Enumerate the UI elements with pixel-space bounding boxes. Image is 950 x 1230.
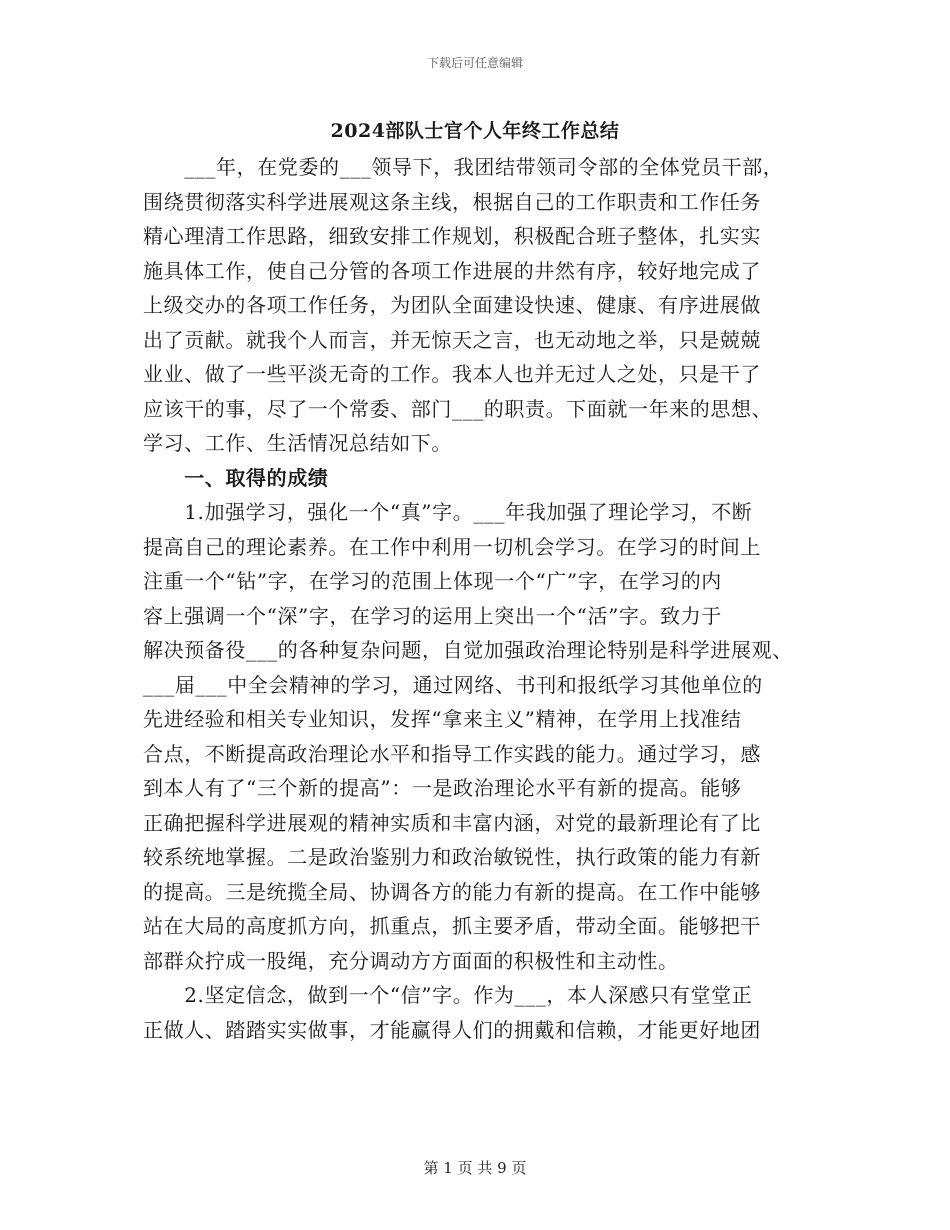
body-line: 部群众拧成一股绳，充分调动方方面面的积极性和主动性。	[143, 948, 679, 973]
section-heading: 一、取得的成绩	[143, 465, 329, 490]
body-line: 容上强调一个“深”字，在学习的运用上突出一个“活”字。致力于	[143, 603, 722, 628]
body-line: 施具体工作，使自己分管的各项工作进展的井然有序，较好地完成了	[143, 258, 761, 283]
page-number: 第 1 页 共 9 页	[423, 1159, 527, 1177]
document-title: 2024部队士官个人年终工作总结	[330, 120, 620, 142]
body-line: 应该干的事，尽了一个常委、部门___的职责。下面就一年来的思想、	[143, 396, 773, 421]
body-line: 合点，不断提高政治理论水平和指导工作实践的能力。通过学习，感	[143, 741, 761, 766]
document-body	[143, 150, 833, 1047]
body-line: 上级交办的各项工作任务，为团队全面建设快速、健康、有序进展做	[143, 293, 761, 317]
body-line: 学习、工作、生活情况总结如下。	[143, 431, 452, 455]
body-line: 的提高。三是统揽全局、协调各方的能力有新的提高。在工作中能够	[143, 879, 761, 904]
body-line: 业业、做了一些平淡无奇的工作。我本人也并无过人之处，只是干了	[143, 362, 761, 386]
body-line: 正确把握科学进展观的精神实质和丰富内涵，对党的最新理论有了比	[143, 810, 761, 835]
body-line: 1.加强学习，强化一个“真”字。___年我加强了理论学习，不断	[143, 500, 753, 524]
body-line: 围绕贯彻落实科学进展观这条主线，根据自己的工作职责和工作任务	[143, 189, 761, 214]
body-line: 先进经验和相关专业知识，发挥“拿来主义”精神，在学用上找准结	[143, 707, 742, 731]
body-line: 较系统地掌握。二是政治鉴别力和政治敏锐性，执行政策的能力有新	[143, 845, 761, 869]
body-line: ___届___中全会精神的学习，通过网络、书刊和报纸学习其他单位的	[143, 672, 763, 697]
body-line: 注重一个“钻”字，在学习的范围上体现一个“广”字，在学习的内	[143, 569, 722, 593]
page-header-note: 下载后可任意编辑	[426, 56, 523, 70]
body-line: ___年，在党委的___领导下，我团结带领司令部的全体党员干部，	[143, 155, 784, 179]
body-line: 到本人有了“三个新的提高”：一是政治理论水平有新的提高。能够	[143, 776, 742, 800]
body-line: 站在大局的高度抓方向，抓重点，抓主要矛盾，带动全面。能够把干	[143, 914, 761, 938]
body-line: 出了贡献。就我个人而言，并无惊天之言，也无动地之举，只是兢兢	[143, 327, 761, 352]
body-line: 2.坚定信念，做到一个“信”字。作为___，本人深感只有堂堂正	[143, 983, 753, 1007]
body-line: 正做人、踏踏实实做事，才能赢得人们的拥戴和信赖，才能更好地团	[143, 1017, 761, 1042]
body-line: 解决预备役___的各种复杂问题，自觉加强政治理论特别是科学进展观、	[143, 638, 793, 662]
body-line: 精心理清工作思路，细致安排工作规划，积极配合班子整体，扎实实	[143, 224, 761, 248]
body-line: 提高自己的理论素养。在工作中利用一切机会学习。在学习的时间上	[143, 534, 761, 559]
